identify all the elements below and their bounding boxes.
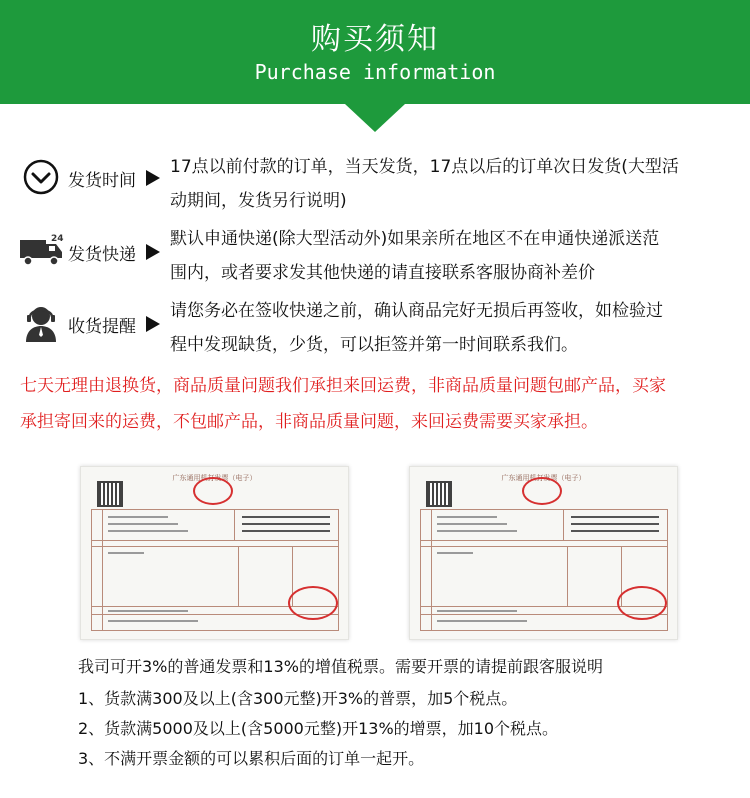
row-text-line: 默认申通快递(除大型活动外)如果亲所在地区不在申通快递派送范 — [170, 229, 660, 249]
row-label: 发货快递 — [68, 245, 136, 265]
row-text — [170, 294, 740, 362]
tax-seal-icon — [193, 477, 233, 505]
row-text-line: 动期间，发货另行说明) — [170, 191, 347, 211]
row-text-line: 围内，或者要求发其他快递的请直接联系客服协商补差价 — [170, 263, 595, 283]
row-text-line: 程中发现缺货，少货，可以拒签并第一时间联系我们。 — [170, 335, 578, 355]
row-text-line: 请您务必在签收快递之前，确认商品完好无损后再签收，如检验过 — [170, 301, 663, 321]
row-text-line: 17点以前付款的订单，当天发货，17点以后的订单次日发货(大型活 — [170, 157, 679, 177]
company-stamp-icon — [617, 586, 667, 620]
truck-icon-text: 24 — [51, 234, 64, 244]
invoice-rule-3: 3、不满开票金额的可以累积后面的订单一起开。 — [78, 749, 425, 768]
return-policy-notice — [20, 368, 735, 440]
invoice-title: 广东通用机打发票（电子） — [172, 474, 257, 482]
qr-code-icon — [426, 481, 452, 507]
arrow-right-icon — [146, 170, 160, 186]
arrow-right-icon — [146, 316, 160, 332]
company-stamp-icon — [288, 586, 338, 620]
arrow-right-icon — [146, 244, 160, 260]
page-subtitle: Purchase information — [254, 60, 496, 84]
header-banner — [0, 0, 750, 104]
qr-code-icon — [97, 481, 123, 507]
row-text — [170, 222, 740, 290]
invoice-table — [91, 509, 339, 631]
banner-arrow — [345, 104, 405, 132]
check-circle-icon — [20, 156, 62, 198]
delivery-truck-24-icon — [20, 230, 66, 272]
invoice-rule-2: 2、货款满5000及以上(含5000元整)开13%的增票，加10个税点。 — [78, 719, 559, 738]
customer-service-icon — [20, 302, 62, 344]
page-title: 购买须知 — [311, 22, 439, 57]
row-label: 发货时间 — [68, 171, 136, 191]
row-text — [170, 150, 740, 218]
row-label: 收货提醒 — [68, 317, 136, 337]
invoice-rule-1: 1、货款满300及以上(含300元整)开3%的普票，加5个税点。 — [78, 689, 518, 708]
invoice-table — [420, 509, 668, 631]
notice-line: 七天无理由退换货，商品质量问题我们承担来回运费，非商品质量问题包邮产品，买家 — [20, 376, 666, 396]
notice-line: 承担寄回来的运费，不包邮产品，非商品质量问题，来回运费需要买家承担。 — [20, 412, 598, 432]
tax-seal-icon — [522, 477, 562, 505]
invoice-title: 广东通用机打发票（电子） — [501, 474, 586, 482]
invoice-sample-image — [409, 466, 678, 640]
invoice-info-heading: 我司可开3%的普通发票和13%的增值税票。需要开票的请提前跟客服说明 — [78, 657, 603, 676]
invoice-sample-image — [80, 466, 349, 640]
